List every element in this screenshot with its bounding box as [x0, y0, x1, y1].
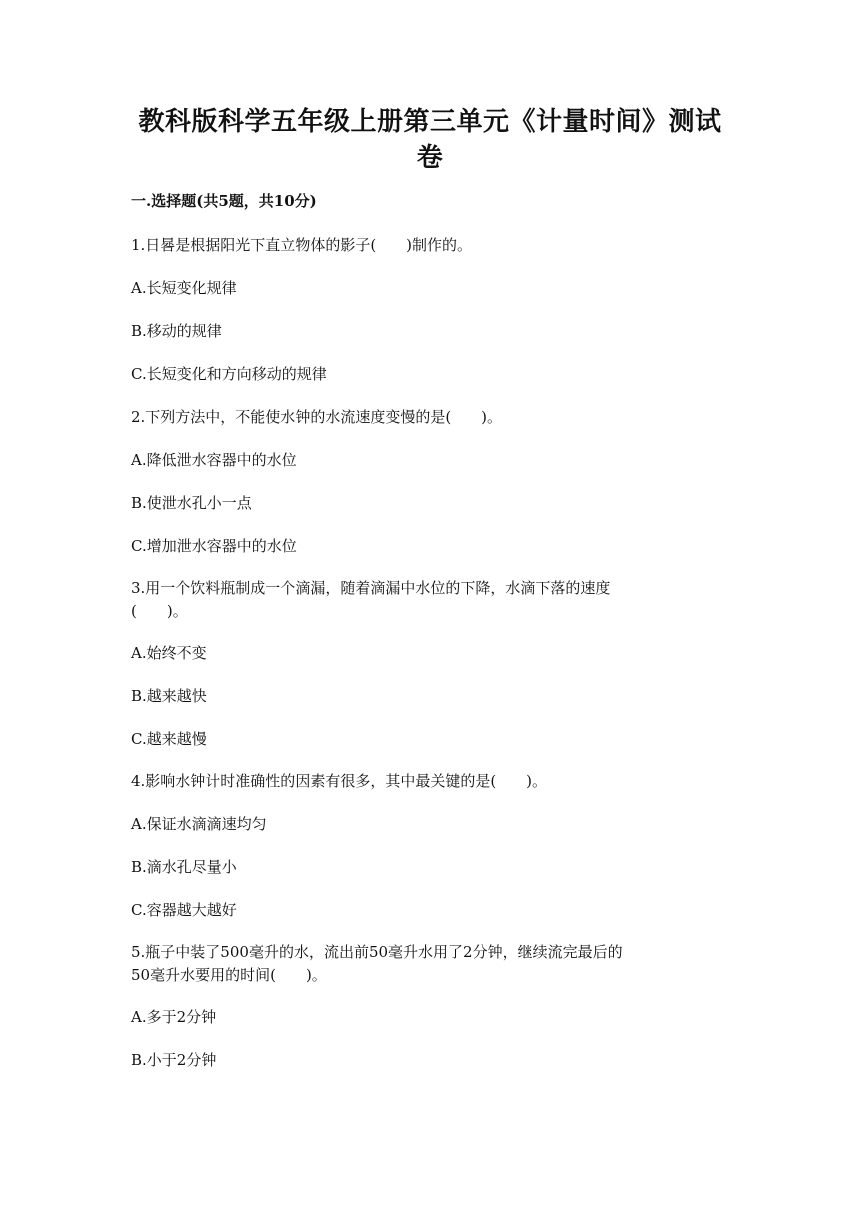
question-1-option-a: A.长短变化规律 [131, 279, 237, 297]
question-3-stem-line-1: 3.用一个饮料瓶制成一个滴漏，随着滴漏中水位的下降，水滴下落的速度 [131, 579, 611, 597]
title-line-2: 卷 [416, 143, 444, 173]
page-title [120, 104, 740, 176]
title-line-1: 教科版科学五年级上册第三单元《计量时间》测试 [138, 107, 722, 137]
question-5-stem-line-1: 5.瓶子中装了500毫升的水，流出前50毫升水用了2分钟，继续流完最后的 [131, 943, 623, 961]
question-3-option-b: B.越来越快 [131, 687, 207, 705]
question-4-stem: 4.影响水钟计时准确性的因素有很多，其中最关键的是( )。 [131, 772, 548, 790]
question-4-option-c: C.容器越大越好 [131, 901, 237, 919]
question-1-option-c: C.长短变化和方向移动的规律 [131, 365, 327, 383]
question-2-stem: 2.下列方法中，不能使水钟的水流速度变慢的是( )。 [131, 408, 503, 426]
question-2-option-b: B.使泄水孔小一点 [131, 494, 252, 512]
question-3-option-a: A.始终不变 [131, 644, 207, 662]
question-3-option-c: C.越来越慢 [131, 730, 207, 748]
question-5-option-a: A.多于2分钟 [131, 1008, 217, 1026]
question-1-option-b: B.移动的规律 [131, 322, 222, 340]
question-3-stem-line-2: ( )。 [131, 602, 188, 620]
question-4-option-a: A.保证水滴滴速均匀 [131, 815, 267, 833]
question-1-stem: 1.日晷是根据阳光下直立物体的影子( )制作的。 [131, 236, 473, 254]
question-2-option-c: C.增加泄水容器中的水位 [131, 537, 297, 555]
question-5-option-b: B.小于2分钟 [131, 1051, 217, 1069]
question-2-option-a: A.降低泄水容器中的水位 [131, 451, 297, 469]
question-5-stem-line-2: 50毫升水要用的时间( )。 [131, 966, 327, 984]
section-heading: 一.选择题(共5题，共10分) [131, 192, 317, 210]
question-4-option-b: B.滴水孔尽量小 [131, 858, 237, 876]
